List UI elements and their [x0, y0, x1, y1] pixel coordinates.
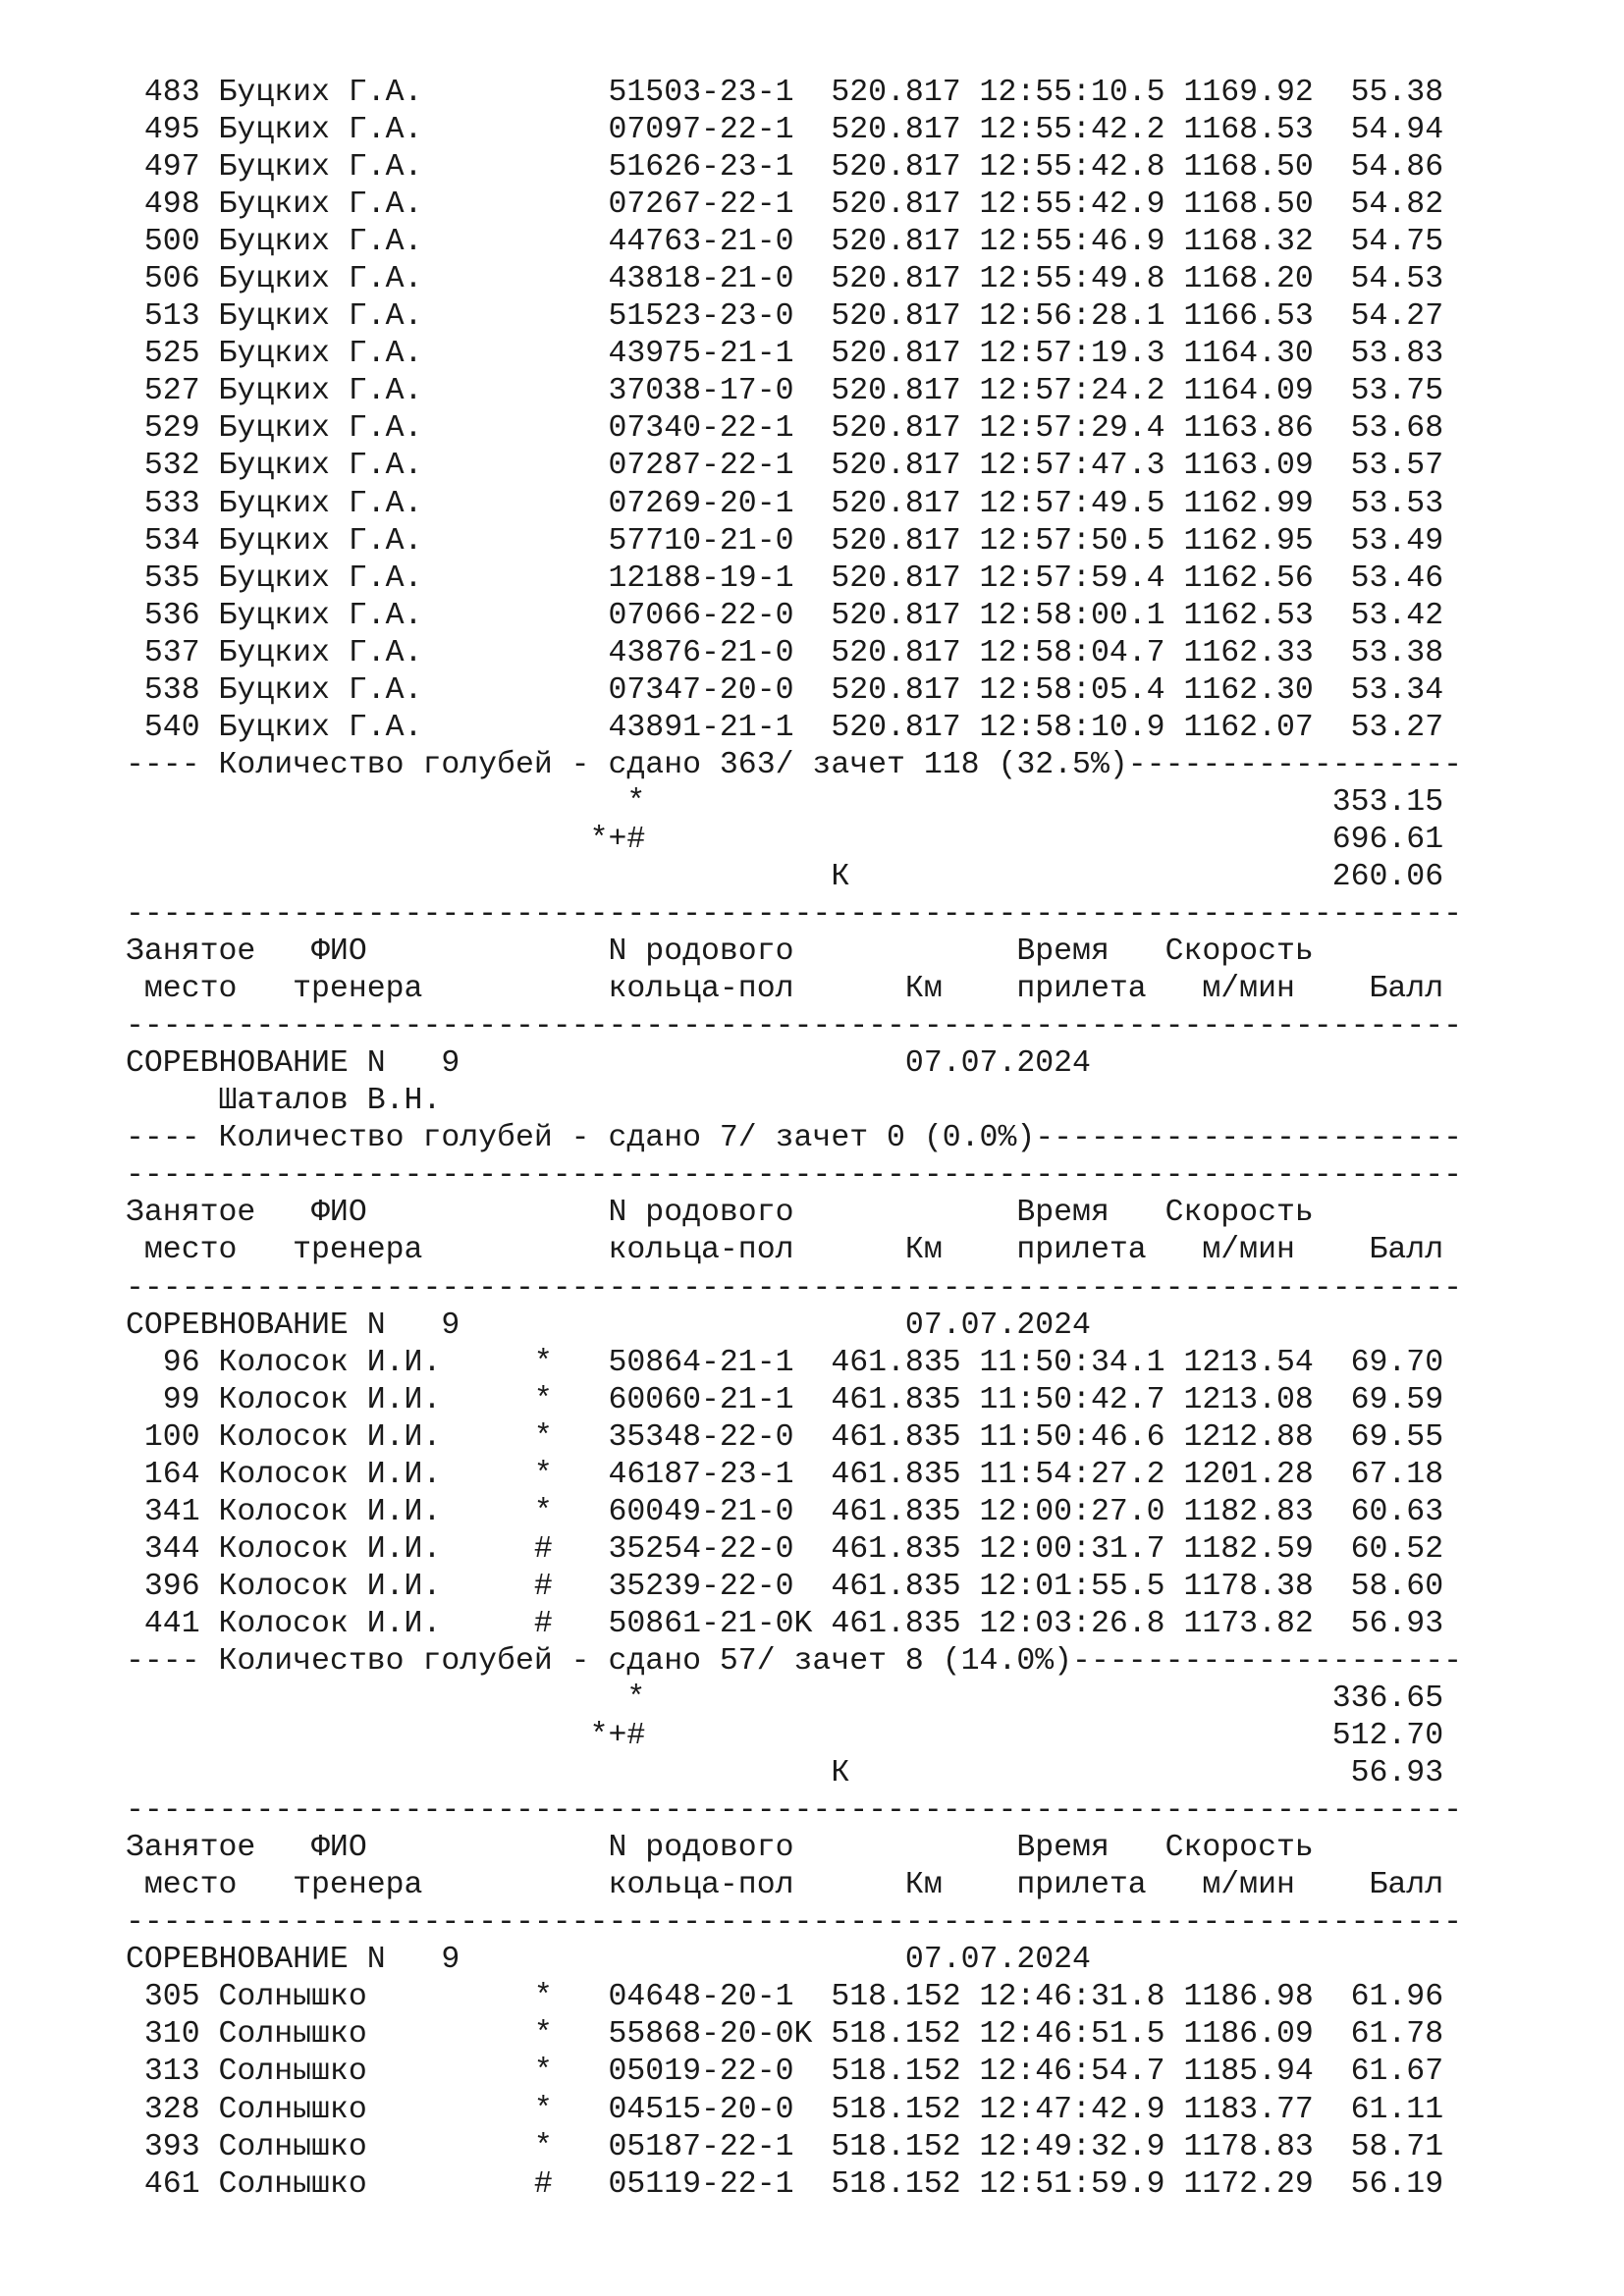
separator-line: ------------------------------------------------------------------------ [126, 1793, 1463, 1829]
result-row: 540 Буцких Г.А. 43891-21-1 520.817 12:58:10.9 1162.07 53.27 [126, 710, 1444, 745]
separator-line: ------------------------------------------------------------------------ [126, 897, 1463, 933]
total-line: К 56.93 [126, 1756, 1444, 1791]
total-line: * 353.15 [126, 784, 1444, 820]
result-row: 500 Буцких Г.А. 44763-21-0 520.817 12:55:46.9 1168.32 54.75 [126, 225, 1444, 260]
trainer-name: Шаталов В.Н. [126, 1084, 442, 1119]
column-header-line-1: Занятое ФИО N родового Время Скорость [126, 1196, 1314, 1231]
result-row: 483 Буцких Г.А. 51503-23-1 520.817 12:55:10.5 1169.92 55.38 [126, 76, 1444, 110]
competition-line: СОРЕВНОВАНИЕ N 9 07.07.2024 [126, 1943, 1091, 1978]
total-line: * 336.65 [126, 1682, 1444, 1717]
result-row: 527 Буцких Г.А. 37038-17-0 520.817 12:57:24.2 1164.09 53.75 [126, 374, 1444, 409]
result-row: 529 Буцких Г.А. 07340-22-1 520.817 12:57:29.4 1163.86 53.68 [126, 411, 1444, 447]
separator-line: ------------------------------------------------------------------------ [126, 1158, 1463, 1194]
result-row: 96 Колосок И.И. * 50864-21-1 461.835 11:50:34.1 1213.54 69.70 [126, 1345, 1444, 1380]
result-row: 328 Солнышко * 04515-20-0 518.152 12:47:42.9 1183.77 61.11 [126, 2092, 1444, 2127]
column-header-line-2: место тренера кольца-пол Км прилета м/мин Балл [126, 972, 1444, 1007]
result-row: 164 Колосок И.И. * 46187-23-1 461.835 11:54:27.2 1201.28 67.18 [126, 1457, 1444, 1492]
result-row: 525 Буцких Г.А. 43975-21-1 520.817 12:57:19.3 1164.30 53.83 [126, 337, 1444, 372]
result-row: 533 Буцких Г.А. 07269-20-1 520.817 12:57:49.5 1162.99 53.53 [126, 486, 1444, 521]
result-row: 344 Колосок И.И. # 35254-22-0 461.835 12:00:31.7 1182.59 60.52 [126, 1531, 1444, 1567]
pigeon-count-summary: ---- Количество голубей - сдано 363/ зачет 118 (32.5%)------------------ [126, 747, 1463, 782]
result-row: 99 Колосок И.И. * 60060-21-1 461.835 11:50:42.7 1213.08 69.59 [126, 1382, 1444, 1417]
result-row: 506 Буцких Г.А. 43818-21-0 520.817 12:55:49.8 1168.20 54.53 [126, 262, 1444, 297]
results-document [126, 75, 1462, 2204]
separator-line: ------------------------------------------------------------------------ [126, 1905, 1463, 1941]
result-row: 536 Буцких Г.А. 07066-22-0 520.817 12:58:00.1 1162.53 53.42 [126, 598, 1444, 633]
result-row: 396 Колосок И.И. # 35239-22-0 461.835 12:01:55.5 1178.38 58.60 [126, 1569, 1444, 1604]
result-row: 393 Солнышко * 05187-22-1 518.152 12:49:32.9 1178.83 58.71 [126, 2129, 1444, 2164]
column-header-line-1: Занятое ФИО N родового Время Скорость [126, 934, 1314, 970]
result-row: 498 Буцких Г.А. 07267-22-1 520.817 12:55:42.9 1168.50 54.82 [126, 187, 1444, 223]
total-line: К 260.06 [126, 859, 1444, 894]
column-header-line-2: место тренера кольца-пол Км прилета м/мин Балл [126, 1233, 1444, 1268]
result-row: 535 Буцких Г.А. 12188-19-1 520.817 12:57:59.4 1162.56 53.46 [126, 561, 1444, 596]
result-row: 513 Буцких Г.А. 51523-23-0 520.817 12:56:28.1 1166.53 54.27 [126, 299, 1444, 335]
result-row: 305 Солнышко * 04648-20-1 518.152 12:46:31.8 1186.98 61.96 [126, 1980, 1444, 2015]
competition-line: СОРЕВНОВАНИЕ N 9 07.07.2024 [126, 1046, 1091, 1082]
result-row: 538 Буцких Г.А. 07347-20-0 520.817 12:58:05.4 1162.30 53.34 [126, 672, 1444, 708]
result-row: 497 Буцких Г.А. 51626-23-1 520.817 12:55:42.8 1168.50 54.86 [126, 150, 1444, 186]
result-row: 100 Колосок И.И. * 35348-22-0 461.835 11:50:46.6 1212.88 69.55 [126, 1419, 1444, 1455]
result-row: 313 Солнышко * 05019-22-0 518.152 12:46:54.7 1185.94 61.67 [126, 2055, 1444, 2090]
pigeon-count-summary: ---- Количество голубей - сдано 57/ зачет 8 (14.0%)--------------------- [126, 1643, 1463, 1679]
result-row: 534 Буцких Г.А. 57710-21-0 520.817 12:57:50.5 1162.95 53.49 [126, 523, 1444, 559]
result-row: 532 Буцких Г.А. 07287-22-1 520.817 12:57:47.3 1163.09 53.57 [126, 449, 1444, 484]
pigeon-count-summary: ---- Количество голубей - сдано 7/ зачет 0 (0.0%)----------------------- [126, 1121, 1463, 1156]
total-line: *+# 512.70 [126, 1719, 1444, 1754]
result-row: 495 Буцких Г.А. 07097-22-1 520.817 12:55:42.2 1168.53 54.94 [126, 113, 1444, 148]
total-line: *+# 696.61 [126, 822, 1444, 857]
separator-line: ------------------------------------------------------------------------ [126, 1270, 1463, 1306]
column-header-line-1: Занятое ФИО N родового Время Скорость [126, 1831, 1314, 1866]
result-row: 537 Буцких Г.А. 43876-21-0 520.817 12:58:04.7 1162.33 53.38 [126, 635, 1444, 670]
result-row: 310 Солнышко * 55868-20-0K 518.152 12:46:51.5 1186.09 61.78 [126, 2017, 1444, 2053]
result-row: 441 Колосок И.И. # 50861-21-0K 461.835 12:03:26.8 1173.82 56.93 [126, 1606, 1444, 1641]
result-row: 461 Солнышко # 05119-22-1 518.152 12:51:59.9 1172.29 56.19 [126, 2166, 1444, 2202]
competition-line: СОРЕВНОВАНИЕ N 9 07.07.2024 [126, 1308, 1091, 1343]
separator-line: ------------------------------------------------------------------------ [126, 1009, 1463, 1044]
column-header-line-2: место тренера кольца-пол Км прилета м/мин Балл [126, 1868, 1444, 1903]
result-row: 341 Колосок И.И. * 60049-21-0 461.835 12:00:27.0 1182.83 60.63 [126, 1494, 1444, 1529]
